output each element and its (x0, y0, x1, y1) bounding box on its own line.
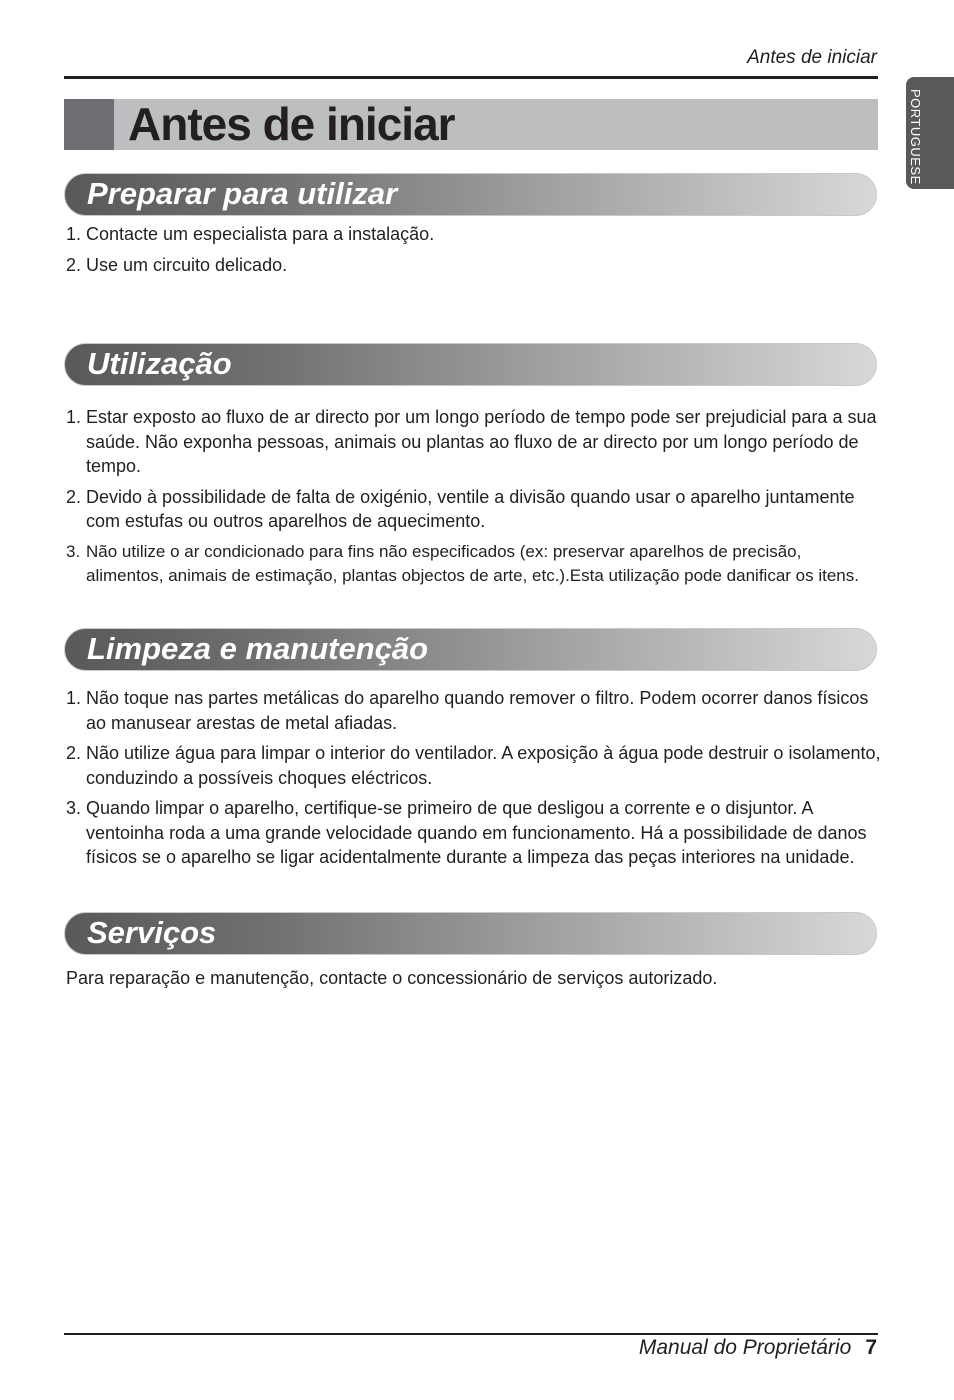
list-item: 2. Não utilize água para limpar o interior do ventilador. A exposição à água pode destruir o isolamento, conduzindo a possíveis choques eléctricos. (66, 743, 881, 788)
list-item: 1. Estar exposto ao fluxo de ar directo por um longo período de tempo pode ser prejudicial para a sua saúde. Não exponha pessoas, animais ou plantas ao fluxo de ar directo por um longo período de tempo. (66, 407, 877, 476)
page-footer (639, 1336, 877, 1360)
list-item: 3. Não utilize o ar condicionado para fins não especificados (ex: preservar aparelhos de precisão, alimentos, animais de estimação, plantas objectos de arte, etc.).Esta utilização pode danificar os itens. (66, 541, 859, 585)
list-limpeza (66, 686, 881, 876)
language-tab (906, 77, 954, 189)
servicos-text: Para reparação e manutenção, contacte o concessionário de serviços autorizado. (66, 968, 718, 988)
running-header: Antes de iniciar (747, 47, 877, 68)
page-title-bar (64, 99, 878, 150)
list-item: 1. Não toque nas partes metálicas do aparelho quando remover o filtro. Podem ocorrer danos físicos ao manusear arestas de metal afiadas. (66, 688, 869, 733)
list-item: 1. Contacte um especialista para a instalação. (66, 224, 435, 244)
section-header-servicos (64, 912, 877, 955)
section-header-preparar (64, 173, 877, 216)
list-preparar (66, 222, 881, 283)
page-number: 7 (865, 1336, 877, 1359)
list-item: 3. Quando limpar o aparelho, certifique-se primeiro de que desligou a corrente e o disjuntor. A ventoinha roda a uma grande velocidade quando em funcionamento. Há a possibilidade de danos físicos se o aparelho se ligar acidentalmente durante a limpeza das peças interiores na unidade. (66, 798, 867, 867)
section-title: Limpeza e manutenção (87, 631, 429, 666)
section-title: Preparar para utilizar (87, 176, 398, 211)
title-accent-block (64, 99, 114, 150)
section-title: Serviços (87, 915, 217, 950)
section-header-limpeza (64, 628, 877, 671)
page-title: Antes de iniciar (128, 98, 455, 150)
list-utilizacao (66, 405, 881, 595)
section-title: Utilização (87, 346, 232, 381)
header-rule (64, 76, 878, 79)
section-header-utilizacao (64, 343, 877, 386)
footer-rule (64, 1333, 878, 1335)
language-tab-label: PORTUGUESE (908, 89, 923, 185)
list-item: 2. Use um circuito delicado. (66, 254, 288, 275)
footer-label: Manual do Proprietário (638, 1336, 852, 1359)
list-item: 2. Devido à possibilidade de falta de oxigénio, ventile a divisão quando usar o aparelho juntamente com estufas ou outros aparelhos de aquecimento. (66, 486, 855, 531)
